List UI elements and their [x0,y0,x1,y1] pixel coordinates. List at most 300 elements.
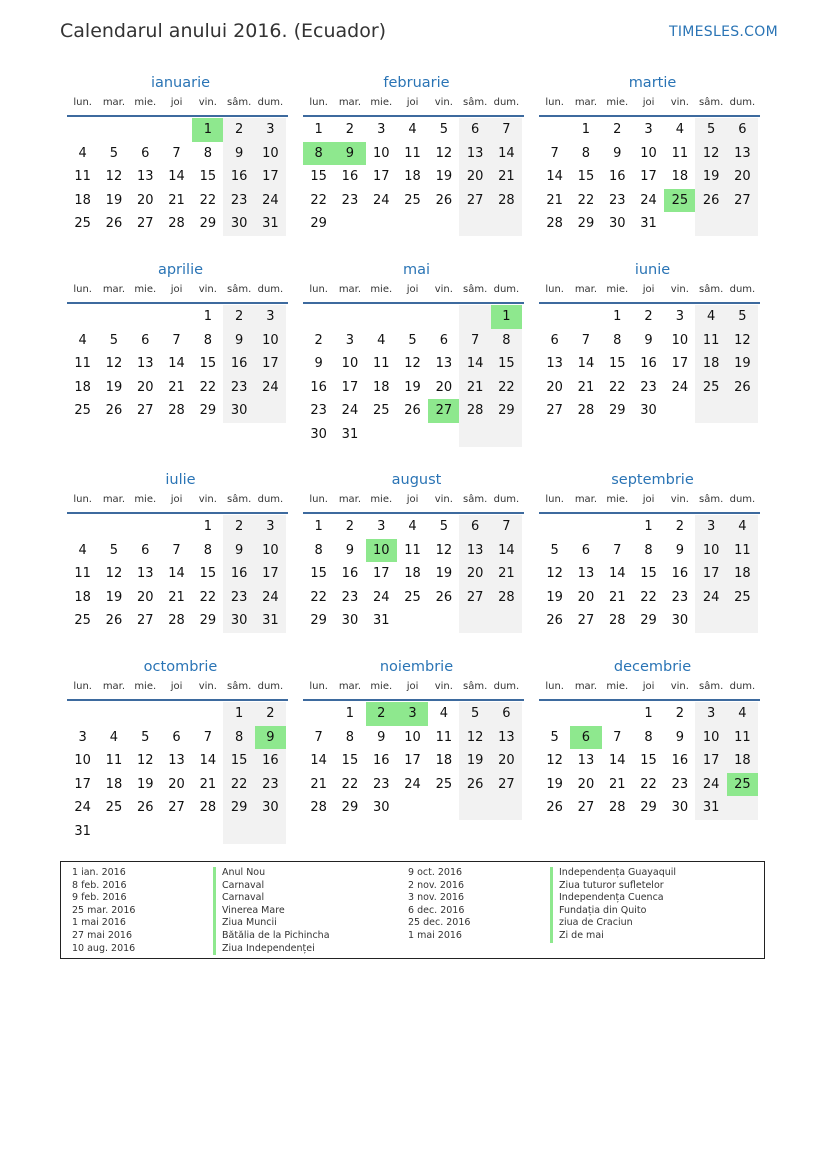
weekday-label: joi [406,97,419,108]
day-cell: 10 [341,356,359,372]
weekday-label: joi [170,494,183,505]
weekday-label: vin. [198,494,217,505]
empty-cell [664,399,695,423]
month-octombrie [67,657,288,844]
brand-logo[interactable]: TIMESLES.COM [669,24,778,40]
day-cell: 29 [491,399,522,423]
weekday-label: dum. [257,681,284,692]
day-cell: 14 [459,352,490,376]
weekday-label: joi [406,284,419,295]
weekday-label: sâm. [227,284,252,295]
day-cell: 26 [105,216,123,232]
month-noiembrie [303,657,524,820]
legend-date: 25 mar. 2016 [72,904,136,916]
day-cell: 8 [644,729,653,745]
empty-cell [366,305,397,329]
empty-cell [130,702,161,726]
weekday-label: mar. [574,681,598,692]
day-cell: 3 [644,122,653,137]
empty-cell [727,796,758,820]
day-cell: 7 [581,332,591,348]
empty-cell [491,423,522,447]
day-cell: 20 [459,562,490,586]
day-cell: 11 [372,356,390,372]
weekday-header [67,493,288,512]
day-cell: 19 [546,776,563,792]
day-cell: 7 [172,332,181,348]
day-cell: 19 [105,379,123,395]
legend-right-names [550,867,676,943]
weekday-label: dum. [493,97,520,108]
day-cell: 7 [550,145,559,161]
day-cell: 28 [491,189,522,213]
day-cell: 22 [341,776,359,792]
month-decembrie [539,657,760,820]
day-cell: 22 [640,776,657,792]
day-cell: 15 [608,356,626,372]
day-cell: 18 [695,352,726,376]
day-cell: 10 [255,329,286,353]
weekday-label: dum. [729,494,756,505]
empty-cell [397,212,428,236]
day-cell: 22 [223,773,254,797]
legend-holiday-name: Carnaval [213,880,330,893]
day-grid [67,515,288,633]
day-cell: 6 [581,542,591,558]
day-cell: 18 [404,169,421,185]
day-cell: 1 [613,309,622,324]
header-divider [539,699,760,701]
day-cell: 30 [341,613,359,629]
day-cell: 4 [727,515,758,539]
weekday-label: mar. [102,681,126,692]
day-cell: 18 [404,566,421,582]
day-cell: 12 [105,566,123,582]
day-cell: 16 [341,566,359,582]
legend-date: 10 aug. 2016 [72,942,136,954]
day-cell: 17 [671,356,689,372]
empty-cell [161,118,192,142]
empty-cell [428,423,459,447]
day-cell: 6 [141,332,150,348]
day-cell: 10 [695,726,726,750]
day-cell: 15 [199,169,217,185]
day-grid [303,305,524,447]
day-cell: 18 [372,379,390,395]
weekday-label: sâm. [699,681,724,692]
empty-cell [664,212,695,236]
weekday-label: mie. [606,284,629,295]
day-cell: 21 [608,589,626,605]
day-cell: 27 [727,189,758,213]
day-cell: 6 [491,702,522,726]
weekday-label: joi [406,681,419,692]
month-name: octombrie [143,659,218,675]
day-cell: 10 [640,145,657,161]
legend-date: 9 oct. 2016 [408,867,463,878]
day-cell: 2 [675,519,684,534]
empty-cell [98,820,129,844]
day-cell: 16 [372,753,390,769]
legend-holiday-name: Ziua Independenței [213,943,330,956]
day-cell: 24 [640,192,657,208]
empty-cell [459,796,490,820]
weekday-label: mar. [102,97,126,108]
day-cell: 12 [105,169,123,185]
weekday-header [67,680,288,699]
empty-cell [539,118,570,142]
day-cell: 21 [491,165,522,189]
day-cell: 4 [695,305,726,329]
day-cell: 10 [255,142,286,166]
day-cell: 20 [459,165,490,189]
day-cell: 7 [172,145,181,161]
day-cell: 3 [397,702,428,726]
day-grid [67,305,288,423]
day-cell: 25 [695,376,726,400]
day-cell: 28 [310,800,327,816]
day-cell: 26 [546,613,563,629]
day-cell: 6 [727,118,758,142]
day-cell: 7 [203,729,212,745]
day-cell: 17 [372,566,390,582]
day-cell: 22 [640,589,657,605]
day-cell: 6 [459,118,490,142]
day-cell: 26 [105,613,123,629]
weekday-label: dum. [493,681,520,692]
day-cell: 14 [608,753,626,769]
day-cell: 25 [664,189,695,213]
day-cell: 30 [372,800,390,816]
empty-cell [459,305,490,329]
empty-cell [67,305,98,329]
empty-cell [397,423,428,447]
day-cell: 21 [546,192,563,208]
day-cell: 15 [223,749,254,773]
day-cell: 7 [491,118,522,142]
month-februarie [303,73,524,236]
day-grid [539,515,760,633]
day-cell: 14 [491,142,522,166]
weekday-label: joi [170,284,183,295]
weekday-label: mar. [574,494,598,505]
day-cell: 9 [377,729,386,745]
day-cell: 9 [223,539,254,563]
day-cell: 27 [546,403,563,419]
weekday-label: mar. [338,681,362,692]
day-cell: 16 [223,165,254,189]
weekday-label: mie. [134,284,157,295]
day-cell: 24 [255,586,286,610]
day-cell: 2 [345,519,355,534]
weekday-label: vin. [198,284,217,295]
weekday-label: dum. [493,284,520,295]
legend-holiday-name: Independența Cuenca [550,892,676,905]
weekday-label: mar. [338,284,362,295]
day-grid [303,702,524,820]
day-cell: 1 [203,309,212,324]
weekday-label: joi [170,97,183,108]
day-cell: 17 [695,749,726,773]
empty-cell [397,305,428,329]
day-cell: 11 [404,145,421,161]
day-cell: 12 [435,145,453,161]
day-cell: 8 [644,542,653,558]
day-cell: 5 [109,145,119,161]
day-cell: 20 [136,379,154,395]
day-cell: 22 [577,192,595,208]
day-cell: 17 [640,169,657,185]
day-cell: 23 [640,379,657,395]
day-cell: 19 [727,352,758,376]
day-cell: 8 [203,332,212,348]
day-cell: 15 [341,753,359,769]
day-cell: 2 [345,122,355,137]
header-divider [67,115,288,117]
day-cell: 25 [74,403,91,419]
day-cell: 11 [727,539,758,563]
day-cell: 5 [408,332,417,348]
day-cell: 17 [255,352,286,376]
month-iulie [67,470,288,633]
day-cell: 1 [223,702,254,726]
day-cell: 11 [671,145,689,161]
day-cell: 1 [644,519,653,534]
header-divider [67,512,288,514]
weekday-label: dum. [729,284,756,295]
day-cell: 25 [727,586,758,610]
day-cell: 22 [310,192,327,208]
day-cell: 17 [404,753,421,769]
day-cell: 19 [459,749,490,773]
day-cell: 25 [404,192,421,208]
day-cell: 23 [310,403,327,419]
weekday-label: lun. [545,494,564,505]
weekday-label: vin. [434,97,453,108]
weekday-label: sâm. [463,284,488,295]
day-cell: 24 [695,586,726,610]
day-cell: 21 [168,589,185,605]
empty-cell [695,399,726,423]
month-name: iulie [165,472,196,488]
header-divider [303,512,524,514]
day-cell: 14 [546,169,563,185]
day-cell: 22 [199,192,217,208]
day-cell: 14 [168,356,185,372]
empty-cell [428,796,459,820]
day-cell: 2 [366,702,397,726]
day-cell: 21 [168,192,185,208]
day-cell: 10 [74,753,91,769]
day-cell: 5 [439,519,448,534]
day-cell: 23 [671,589,689,605]
month-name: iunie [634,262,671,278]
day-cell: 24 [255,189,286,213]
empty-cell [570,515,601,539]
weekday-label: lun. [545,681,564,692]
day-cell: 25 [372,403,390,419]
day-cell: 5 [695,118,726,142]
day-cell: 22 [310,589,327,605]
day-cell: 30 [671,613,689,629]
empty-cell [539,305,570,329]
legend-date: 1 mai 2016 [408,929,462,941]
month-aprilie [67,260,288,423]
day-cell: 10 [695,539,726,563]
weekday-label: sâm. [699,97,724,108]
day-cell: 25 [74,216,91,232]
day-cell: 7 [314,729,323,745]
day-cell: 23 [671,776,689,792]
day-cell: 13 [459,539,490,563]
day-cell: 21 [577,379,595,395]
day-grid [539,305,760,423]
day-cell: 2 [223,305,254,329]
month-name: noiembrie [379,659,454,675]
weekday-label: mie. [370,97,393,108]
day-cell: 29 [310,613,327,629]
day-cell: 8 [581,145,591,161]
legend-holiday-name: Fundația din Quito [550,905,676,918]
empty-cell [459,212,490,236]
day-cell: 13 [136,566,154,582]
day-cell: 15 [199,356,217,372]
weekday-label: mar. [574,284,598,295]
header-divider [303,699,524,701]
empty-cell [255,820,286,844]
empty-cell [98,515,129,539]
day-cell: 28 [168,403,185,419]
empty-cell [303,305,334,329]
weekday-label: lun. [73,284,92,295]
header-divider [539,302,760,304]
weekday-label: joi [642,97,655,108]
day-cell: 20 [727,165,758,189]
day-cell: 20 [168,776,185,792]
day-cell: 20 [577,776,595,792]
day-cell: 7 [491,515,522,539]
day-cell: 6 [570,726,601,750]
day-cell: 31 [372,613,390,629]
day-cell: 4 [78,145,87,161]
empty-cell [130,820,161,844]
day-cell: 31 [640,216,657,232]
day-cell: 9 [644,332,653,348]
day-cell: 20 [136,192,154,208]
day-grid [67,702,288,844]
month-name: ianuarie [150,75,211,91]
day-cell: 24 [341,403,359,419]
day-cell: 10 [366,539,397,563]
day-cell: 14 [577,356,595,372]
weekday-label: mie. [606,494,629,505]
weekday-label: lun. [309,681,328,692]
empty-cell [459,423,490,447]
legend-right-dates [408,867,470,943]
day-cell: 7 [172,542,181,558]
day-cell: 3 [377,122,386,137]
day-cell: 18 [74,589,91,605]
day-cell: 27 [168,800,185,816]
day-cell: 28 [577,403,595,419]
day-cell: 15 [310,566,327,582]
day-cell: 29 [577,216,595,232]
legend-left-dates [72,867,135,955]
month-name: martie [628,75,677,91]
empty-cell [161,515,192,539]
day-cell: 17 [255,165,286,189]
day-cell: 31 [695,796,726,820]
empty-cell [695,609,726,633]
legend-holiday-name: Vinerea Mare [213,905,330,918]
day-cell: 11 [74,356,91,372]
day-cell: 28 [491,586,522,610]
day-cell: 12 [404,356,421,372]
day-cell: 9 [255,726,286,750]
weekday-label: lun. [309,494,328,505]
day-cell: 29 [608,403,626,419]
day-cell: 26 [727,376,758,400]
day-cell: 18 [74,379,91,395]
empty-cell [539,515,570,539]
weekday-label: mar. [574,97,598,108]
weekday-header [539,96,760,115]
day-cell: 30 [310,426,327,442]
day-cell: 12 [459,726,490,750]
day-grid [67,118,288,236]
weekday-label: sâm. [699,494,724,505]
weekday-label: sâm. [463,97,488,108]
header-divider [67,302,288,304]
weekday-label: lun. [73,494,92,505]
weekday-label: vin. [670,284,689,295]
day-cell: 3 [255,515,286,539]
month-iunie [539,260,760,423]
day-cell: 29 [223,796,254,820]
day-cell: 6 [550,332,559,348]
month-name: mai [402,262,431,278]
day-cell: 16 [255,749,286,773]
day-cell: 27 [136,613,154,629]
day-cell: 29 [640,800,657,816]
day-cell: 27 [577,613,595,629]
empty-cell [428,212,459,236]
day-cell: 13 [459,142,490,166]
day-cell: 6 [172,729,181,745]
day-cell: 4 [675,122,684,137]
day-cell: 21 [199,776,217,792]
day-cell: 2 [314,332,323,348]
day-cell: 26 [136,800,154,816]
day-cell: 24 [255,376,286,400]
day-cell: 30 [223,212,254,236]
weekday-label: dum. [257,494,284,505]
day-cell: 8 [345,729,355,745]
day-cell: 23 [608,192,626,208]
day-cell: 23 [223,189,254,213]
day-cell: 13 [435,356,453,372]
weekday-label: mar. [102,494,126,505]
day-cell: 14 [310,753,327,769]
empty-cell [491,796,522,820]
day-cell: 19 [136,776,154,792]
day-cell: 27 [459,586,490,610]
header-divider [539,512,760,514]
day-cell: 29 [310,216,327,232]
day-cell: 21 [459,376,490,400]
day-cell: 2 [223,515,254,539]
day-cell: 29 [199,403,217,419]
